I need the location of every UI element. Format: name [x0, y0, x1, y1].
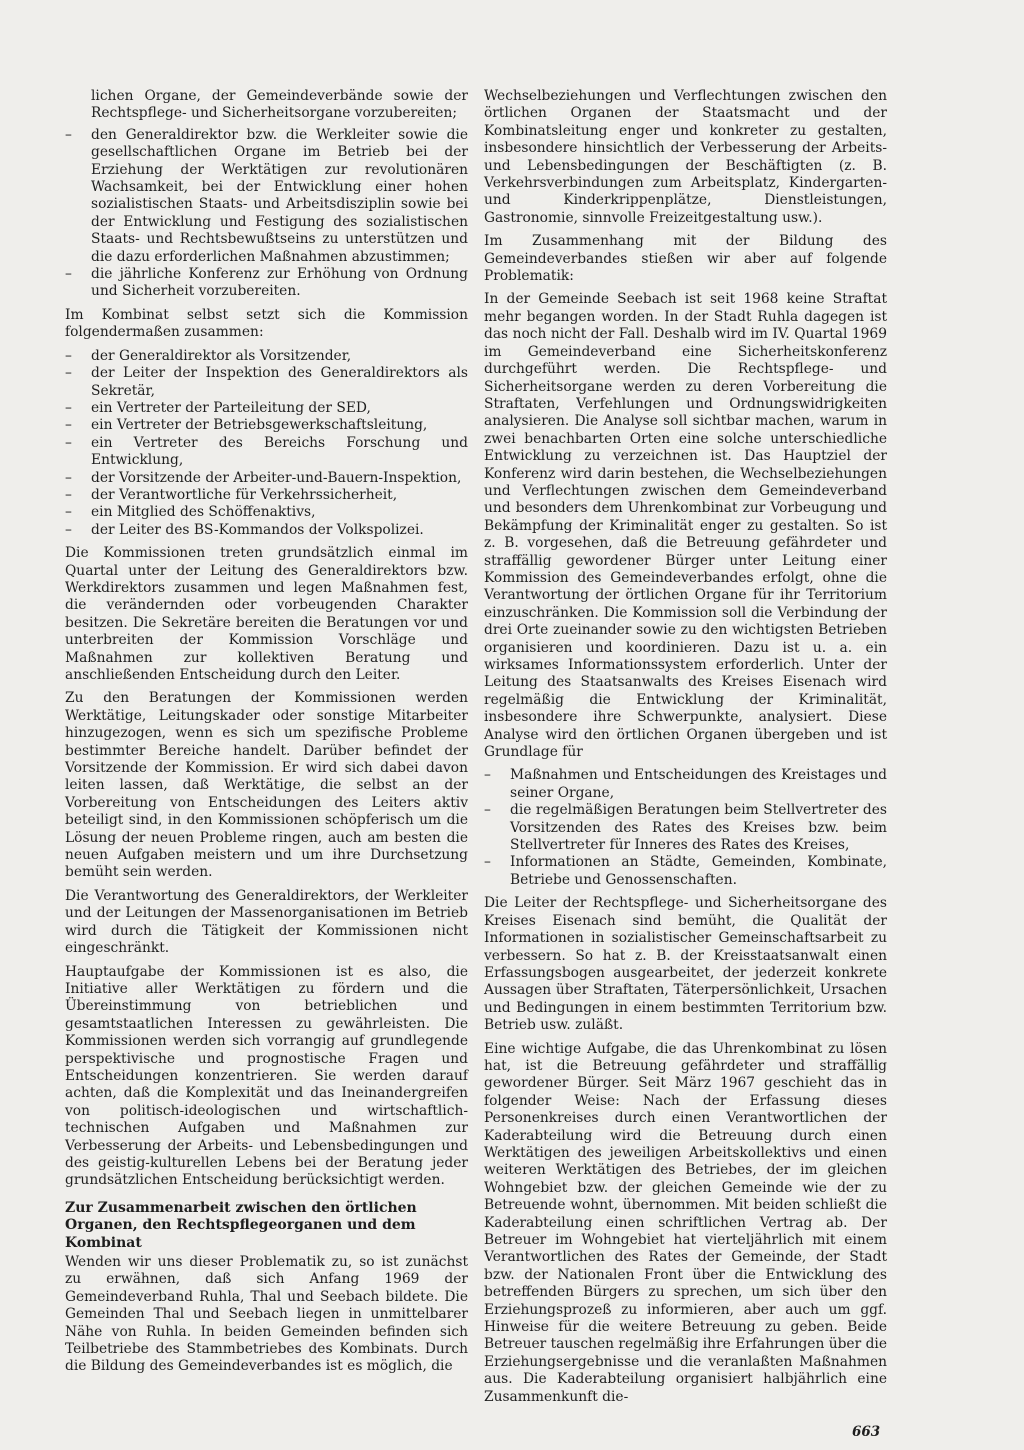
- paragraph: Zu den Beratungen der Kommissionen werden Werktätige, Leitungskader oder sonstige Mitarbeiter hinzugezogen, wenn es sich um spezifische Probleme bestimmter Bereiche handelt. Darüber befindet der Vorsitzende der Kommission. Er wird sich dabei davon leiten lassen, daß Werktätige, die selbst an der Vorbereitung von Entscheidungen des Leiters aktiv beteiligt sind, in den Kommissionen schöpferisch um die Lösung der neuen Probleme ringen, auch am besten die neuen Aufgaben meistern und um ihre Durchsetzung bemüht sein werden.: [65, 690, 468, 881]
- list-item-text: Maßnahmen und Entscheidungen des Kreistages und seiner Organe,: [510, 767, 887, 801]
- list-item: [65, 365, 468, 400]
- list-dash: –: [65, 347, 72, 364]
- paragraph: Wenden wir uns dieser Problematik zu, so ist zunächst zu erwähnen, daß sich Anfang 1969 der Gemeindeverband Ruhla, Thal und Seebach bildete. Die Gemeinden Thal und Seebach liegen in unmittelbarer Nähe von Ruhla. In beiden Gemeinden befinden sich Teilbetriebe des Stammbetriebes des Kombinats. Durch die Bildung des Gemeindeverbandes ist es möglich, die: [65, 1254, 468, 1375]
- continued-line: Rechtspflege- und Sicherheitsorgane vorzubereiten;: [91, 105, 458, 122]
- list-dash: –: [65, 486, 72, 503]
- paragraph: Im Zusammenhang mit der Bildung des Gemeindeverbandes stießen wir aber auf folgende Problematik:: [484, 233, 887, 285]
- section-heading: Zur Zusammenarbeit zwischen den örtlichen Organen, den Rechtspflegeorganen und dem Kombinat: [65, 1199, 417, 1251]
- list-item-text: der Verantwortliche für Verkehrssicherheit,: [91, 486, 398, 503]
- list-item: [65, 470, 468, 487]
- list-dash: –: [65, 266, 72, 283]
- list-dash: –: [65, 469, 72, 486]
- paragraph: Im Kombinat selbst setzt sich die Kommission folgendermaßen zusammen:: [65, 306, 468, 341]
- list-dash: –: [484, 802, 491, 819]
- continued-list-item: [65, 88, 468, 123]
- list-item: [65, 487, 468, 504]
- list-dash: –: [484, 767, 491, 784]
- list-item: [65, 266, 468, 301]
- list-item-text: ein Vertreter des Bereichs Forschung und Entwicklung,: [91, 434, 468, 469]
- list-item: [65, 417, 468, 434]
- list-item: [65, 400, 468, 417]
- list-item: [65, 522, 468, 539]
- list-item-text: Informationen an Städte, Gemeinden, Kombinate, Betriebe und Genossenschaften.: [510, 854, 887, 888]
- list-item: [484, 767, 887, 802]
- list-item-text: ein Vertreter der Betriebsgewerkschaftsleitung,: [91, 417, 428, 434]
- right-column: [484, 88, 887, 1412]
- paragraph: Die Kommissionen treten grundsätzlich einmal im Quartal unter der Leitung des Generaldirektors bzw. Werkdirektors zusammen und legen Maßnahmen fest, die verändernden oder vorbeugenden Charakter besitzen. Die Sekretäre bereiten die Beratungen vor und unterbreiten der Kommission Vorschläge und Maßnahmen zur kollektiven Beratung und anschließenden Entscheidung durch den Leiter.: [65, 545, 468, 683]
- continued-line: lichen Organe, der Gemeindeverbände sowie der: [91, 88, 468, 104]
- list-dash: –: [65, 126, 72, 143]
- paragraph: Wechselbeziehungen und Verflechtungen zwischen den örtlichen Organen der Staatsmacht und der Kombinatsleitung enger und konkreter zu gestalten, insbesondere hinsichtlich der Verbesserung der Arbeits- und Lebensbedingungen der Beschäftigten (z. B. Verkehrsverbindungen zum Arbeitsplatz, Kindergarten- und Kinderkrippenplätze, Dienstleistungen, Gastronomie, sinnvolle Freizeitgestaltung usw.).: [484, 88, 887, 226]
- list-item-text: die jährliche Konferenz zur Erhöhung von Ordnung und Sicherheit vorzubereiten.: [91, 266, 468, 300]
- paragraph: Die Leiter der Rechtspflege- und Sicherheitsorgane des Kreises Eisenach sind bemüht, die Qualität der Informationen in sozialistischer Gemeinschaftsarbeit zu verbessern. So hat z. B. der Kreisstaatsanwalt einen Erfassungsbogen ausgearbeitet, der jederzeit konkrete Aussagen über Straftaten, Täterpersönlichkeit, Ursachen und Bedingungen in einem bestimmten Territorium bzw. Betrieb usw. zuläßt.: [484, 895, 887, 1034]
- paragraph: Hauptaufgabe der Kommissionen ist es also, die Initiative aller Werktätigen zu fördern und die Übereinstimmung von betrieblichen und gesamtstaatlichen Interessen zu gewährleisten. Die Kommissionen werden sich vorrangig auf grundlegende perspektivische und prognostische Fragen und Entscheidungen konzentrieren. Sie werden darauf achten, daß die Komplexität und das Ineinandergreifen von politisch-ideologischen und wirtschaftlich-technischen Aufgaben und Maßnahmen zur Verbesserung der Arbeits- und Lebensbedingungen und des geistig-kulturellen Lebens bei der Beratung jeder grundsätzlichen Entscheidung berücksichtigt werden.: [65, 963, 468, 1189]
- left-column: [65, 88, 468, 1382]
- list-item: [484, 802, 887, 854]
- list-item-text: der Generaldirektor als Vorsitzender,: [91, 347, 352, 364]
- list-item-text: ein Vertreter der Parteileitung der SED,: [91, 399, 371, 416]
- paragraph: In der Gemeinde Seebach ist seit 1968 keine Straftat mehr begangen worden. In der Stadt Ruhla dagegen ist das noch nicht der Fall. Deshalb wird im IV. Quartal 1969 im Gemeindeverband eine Sicherheitskonferenz durchgeführt werden. Die Rechtspflege- und Sicherheitsorgane werden zu deren Vorbereitung die Straftaten, Verfehlungen und Ordnungswidrigkeiten analysieren. Die Analyse soll sichtbar machen, warum in zwei benachbarten Orten eine solche unterschiedliche Entwicklung zu verzeichnen ist. Das Hauptziel der Konferenz wird darin bestehen, die Wechselbeziehungen und Verflechtungen zwischen dem Gemeindeverband und besonders dem Uhrenkombinat zur Vorbeugung und Bekämpfung der Kriminalität enger zu gestalten. So ist z. B. vorgesehen, daß die Betreuung gefährdeter und straffällig gewordener Bürger unter Leitung einer Kommission des Gemeindeverbandes erfolgt, ohne die Verantwortung der örtlichen Organe für ihr Territorium einzuschränken. Die Kommission soll die Verbindung der drei Orte zueinander sowie zu den wichtigsten Betrieben organisieren und koordinieren. Dazu ist u. a. ein wirksames Informationssystem erforderlich. Unter der Leitung des Staatsanwalts des Kreises Eisenach wird regelmäßig die Entwicklung der Kriminalität, insbesondere ihre Schwerpunkte, analysiert. Diese Analyse wird den örtlichen Organen übergeben und ist Grundlage für: [484, 291, 887, 761]
- list-dash: –: [65, 365, 72, 382]
- list-item-text: der Leiter der Inspektion des Generaldirektors als Sekretär,: [91, 365, 468, 399]
- list-item-text: die regelmäßigen Beratungen beim Stellvertreter des Vorsitzenden des Rates des Kreises bzw. beim Stellvertreter für Inneres des Rates des Kreises,: [510, 802, 887, 854]
- list-item: [65, 348, 468, 365]
- paragraph: Eine wichtige Aufgabe, die das Uhrenkombinat zu lösen hat, ist die Betreuung gefährdeter und straffällig gewordener Bürger. Seit März 1967 geschieht das in folgender Weise: Nach der Erfassung dieses Personenkreises durch einen Verantwortlichen der Kaderabteilung wird die Betreuung durch einen Werktätigen des jeweiligen Arbeitskollektivs und einen weiteren Werktätigen des Betriebes, der im gleichen Wohngebiet bzw. der gleichen Gemeinde wie der zu Betreuende wohnt, übernommen. Mit beiden schließt die Kaderabteilung einen schriftlichen Vertrag ab. Der Betreuer im Wohngebiet hat vierteljährlich mit einem Verantwortlichen des Rates der Gemeinde, der Stadt bzw. der Nationalen Front über die Entwicklung des betreffenden Bürgers zu sprechen, um sich über den Erziehungsprozeß zu informieren, aber auch um ggf. Hinweise für die weitere Betreuung zu geben. Beide Betreuer tauschen regelmäßig ihre Erfahrungen über die Erziehungsergebnisse und die veranlaßten Maßnahmen aus. Die Kaderabteilung organisiert halbjährlich eine Zusammenkunft die-: [484, 1040, 887, 1405]
- paragraph: Die Verantwortung des Generaldirektors, der Werkleiter und der Leitungen der Massenorganisationen im Betrieb wird durch die Tätigkeit der Kommissionen nicht eingeschränkt.: [65, 887, 468, 957]
- list-item: [65, 127, 468, 266]
- list-item: [65, 435, 468, 470]
- list-item-text: den Generaldirektor bzw. die Werkleiter sowie die gesellschaftlichen Organe im Betrieb bei der Erziehung der Werktätigen zur revolutionären Wachsamkeit, bei der Entwicklung einer hohen sozialistischen Staats- und Arbeitsdisziplin sowie bei der Entwicklung und Festigung des sozialistischen Staats- und Rechtsbewußtseins zu unterstützen und die dazu erforderlichen Maßnahmen abzustimmen;: [91, 126, 468, 265]
- list-item: [484, 854, 887, 889]
- list-dash: –: [65, 399, 72, 416]
- list-item: [65, 504, 468, 521]
- list-dash: –: [65, 521, 72, 538]
- list-dash: –: [484, 854, 491, 871]
- list-item-text: der Vorsitzende der Arbeiter-und-Bauern-Inspektion,: [91, 469, 462, 486]
- list-item-text: ein Mitglied des Schöffenaktivs,: [91, 504, 316, 521]
- list-item-text: der Leiter des BS-Kommandos der Volkspolizei.: [91, 521, 424, 538]
- list-dash: –: [65, 417, 72, 434]
- list-dash: –: [65, 504, 72, 521]
- list-dash: –: [65, 434, 72, 451]
- page-number: 663: [852, 1424, 881, 1440]
